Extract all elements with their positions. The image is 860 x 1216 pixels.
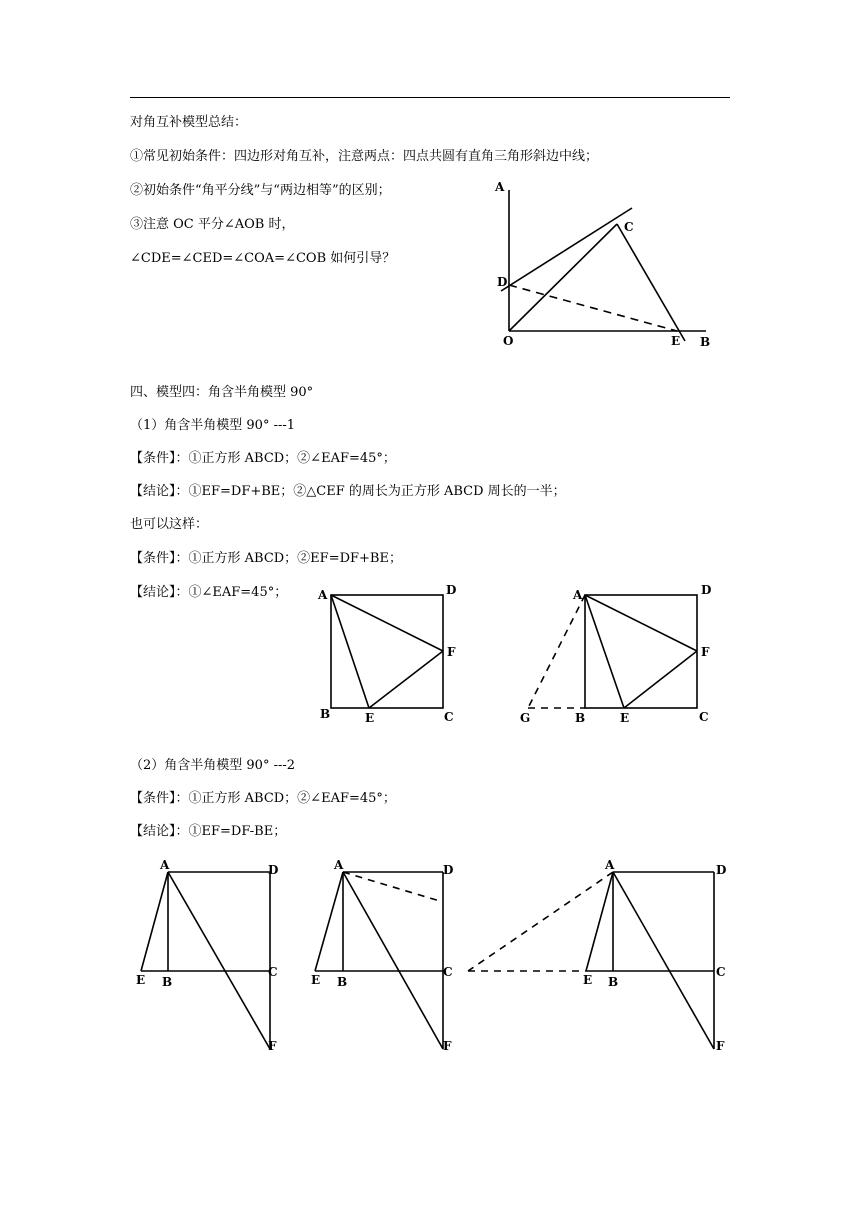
label-F: F [443,1039,452,1053]
section1-item2: ②初始条件“角平分线”与“两边相等”的区别； [130,183,391,198]
label-F: F [268,1039,277,1053]
label-C: C [716,965,726,979]
label-B: B [575,711,586,725]
label-B: B [700,335,711,349]
label-A: A [605,858,615,872]
model1-conclusion-2: 【结论】：①∠EAF=45°； [130,585,288,600]
label-D: D [497,275,508,289]
model1-subtitle: （1）角含半角模型 90° ---1 [130,418,296,433]
label-A: A [495,180,505,194]
model2-conclusion: 【结论】：①EF=DF-BE； [130,824,287,839]
label-D: D [716,863,727,877]
section1-item1: ①常见初始条件：四边形对角互补，注意两点：四点共圆有直角三角形斜边中线； [130,149,599,164]
label-C: C [444,710,454,724]
label-A: A [573,588,583,602]
label-B: B [162,975,173,989]
model1-also: 也可以这样： [130,517,209,532]
label-D: D [446,583,457,597]
label-C: C [699,710,709,724]
figure-model2-a [141,872,270,1049]
figure-square-half-angle-1 [331,595,443,708]
model1-condition: 【条件】：①正方形 ABCD；②∠EAF=45°； [130,451,396,466]
label-A: A [318,588,328,602]
figure-model2-b [315,872,443,1049]
label-E: E [671,334,681,348]
label-O: O [503,334,514,348]
label-D: D [443,863,454,877]
section1-item4: ∠CDE=∠CED=∠COA=∠COB 如何引导？ [130,251,396,266]
label-A: A [160,858,170,872]
section1-title: 对角互补模型总结： [130,115,248,130]
label-A: A [334,858,344,872]
label-C: C [268,965,278,979]
label-E: E [583,973,593,987]
section2-title: 四、模型四：角含半角模型 90° [130,385,314,400]
label-E: E [365,711,375,725]
label-F: F [447,645,456,659]
label-B: B [608,975,619,989]
label-E: E [311,973,321,987]
figure-square-half-angle-rotated [528,595,697,708]
label-F: F [701,645,710,659]
figure-complementary-angles [501,190,706,341]
label-B: B [320,707,331,721]
model2-subtitle: （2）角含半角模型 90° ---2 [130,758,296,773]
label-E: E [620,711,630,725]
figure-model2-c [468,872,714,1049]
model1-condition-2: 【条件】：①正方形 ABCD；②EF=DF+BE； [130,551,402,566]
label-B: B [337,975,348,989]
section1-item3: ③注意 OC 平分∠AOB 时， [130,217,295,232]
label-E: E [136,973,146,987]
label-C: C [443,965,453,979]
model1-conclusion: 【结论】：①EF=DF+BE；②△CEF 的周长为正方形 ABCD 周长的一半； [130,484,566,499]
label-G: G [520,711,531,725]
label-D: D [701,583,712,597]
model2-condition: 【条件】：①正方形 ABCD；②∠EAF=45°； [130,791,396,806]
label-D: D [268,863,279,877]
label-F: F [716,1039,725,1053]
label-C: C [624,220,634,234]
